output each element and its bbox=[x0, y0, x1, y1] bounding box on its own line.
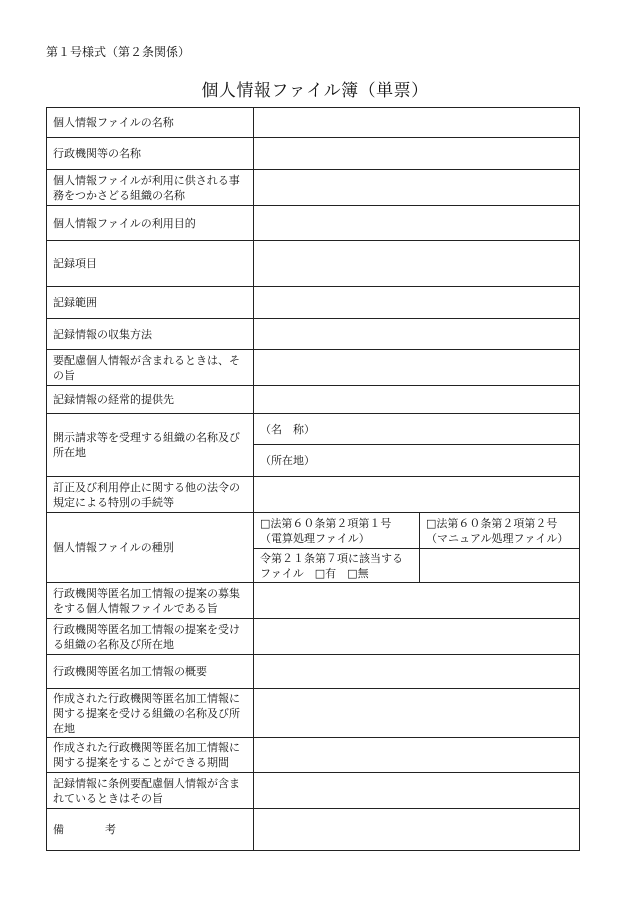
row-label-record-scope: 記録範囲 bbox=[47, 287, 254, 319]
disclosure-location-field[interactable]: （所在地） bbox=[254, 445, 580, 477]
type-option-ordinance-checkbox[interactable]: 令第２１条第７項に該当するファイル □有 □無 bbox=[254, 549, 420, 583]
table-row bbox=[47, 809, 580, 851]
remarks-label-first: 備 bbox=[53, 823, 64, 836]
row-label-special-procedures: 訂正及び利用停止に関する他の法令の規定による特別の手続等 bbox=[47, 477, 254, 513]
table-row bbox=[47, 350, 580, 386]
table-row bbox=[47, 206, 580, 241]
record-scope-field[interactable] bbox=[254, 287, 580, 319]
form-number: 第１号様式（第２条関係） bbox=[46, 45, 191, 59]
anon-proposal-org-field[interactable] bbox=[254, 619, 580, 655]
purpose-field[interactable] bbox=[254, 206, 580, 241]
table-row bbox=[47, 738, 580, 773]
row-label-file-type: 個人情報ファイルの種別 bbox=[47, 513, 254, 583]
anon-proposal-file-field[interactable] bbox=[254, 583, 580, 619]
ordinance-sensitive-field[interactable] bbox=[254, 773, 580, 809]
page-title: 個人情報ファイル簿（単票） bbox=[201, 81, 429, 101]
type-option-manual-checkbox[interactable]: □法第６０条第２項第２号（マニュアル処理ファイル） bbox=[420, 513, 580, 549]
table-row bbox=[47, 513, 580, 549]
collection-method-field[interactable] bbox=[254, 319, 580, 350]
regular-recipient-field[interactable] bbox=[254, 386, 580, 414]
row-label-file-name: 個人情報ファイルの名称 bbox=[47, 108, 254, 138]
table-row bbox=[47, 414, 580, 445]
row-label-anon-proposal-file: 行政機関等匿名加工情報の提案の募集をする個人情報ファイルである旨 bbox=[47, 583, 254, 619]
row-label-remarks bbox=[47, 809, 254, 851]
table-row bbox=[47, 241, 580, 287]
remarks-field[interactable] bbox=[254, 809, 580, 851]
row-label-record-items: 記録項目 bbox=[47, 241, 254, 287]
row-label-ordinance-sensitive: 記録情報に条例要配慮個人情報が含まれているときはその旨 bbox=[47, 773, 254, 809]
row-label-purpose: 個人情報ファイルの利用目的 bbox=[47, 206, 254, 241]
office-name-field[interactable] bbox=[254, 170, 580, 206]
sensitive-info-field[interactable] bbox=[254, 350, 580, 386]
table-row bbox=[47, 138, 580, 170]
row-label-created-anon-org: 作成された行政機関等匿名加工情報に関する提案を受ける組織の名称及び所在地 bbox=[47, 689, 254, 738]
table-row bbox=[47, 386, 580, 414]
table-row bbox=[47, 287, 580, 319]
row-label-collection-method: 記録情報の収集方法 bbox=[47, 319, 254, 350]
table-row bbox=[47, 689, 580, 738]
file-register-table bbox=[46, 107, 580, 851]
table-row bbox=[47, 773, 580, 809]
table-row bbox=[47, 319, 580, 350]
row-label-regular-recipient: 記録情報の経常的提供先 bbox=[47, 386, 254, 414]
special-procedures-field[interactable] bbox=[254, 477, 580, 513]
table-row bbox=[47, 655, 580, 689]
table-row bbox=[47, 170, 580, 206]
remarks-label-second: 考 bbox=[105, 823, 116, 836]
row-label-disclosure-org: 開示請求等を受理する組織の名称及び所在地 bbox=[47, 414, 254, 477]
record-items-field[interactable] bbox=[254, 241, 580, 287]
table-row bbox=[47, 583, 580, 619]
agency-name-field[interactable] bbox=[254, 138, 580, 170]
created-anon-org-field[interactable] bbox=[254, 689, 580, 738]
anon-overview-field[interactable] bbox=[254, 655, 580, 689]
disclosure-name-field[interactable]: （名 称） bbox=[254, 414, 580, 445]
row-label-created-anon-period: 作成された行政機関等匿名加工情報に関する提案をすることができる期間 bbox=[47, 738, 254, 773]
row-label-anon-proposal-org: 行政機関等匿名加工情報の提案を受ける組織の名称及び所在地 bbox=[47, 619, 254, 655]
table-row bbox=[47, 619, 580, 655]
row-label-agency-name: 行政機関等の名称 bbox=[47, 138, 254, 170]
table-row bbox=[47, 477, 580, 513]
type-option-computer-checkbox[interactable]: □法第６０条第２項第１号（電算処理ファイル） bbox=[254, 513, 420, 549]
created-anon-period-field[interactable] bbox=[254, 738, 580, 773]
row-label-sensitive-info: 要配慮個人情報が含まれるときは、その旨 bbox=[47, 350, 254, 386]
file-type-blank-cell bbox=[420, 549, 580, 583]
table-row bbox=[47, 108, 580, 138]
file-name-field[interactable] bbox=[254, 108, 580, 138]
row-label-anon-overview: 行政機関等匿名加工情報の概要 bbox=[47, 655, 254, 689]
row-label-office-name: 個人情報ファイルが利用に供される事務をつかさどる組織の名称 bbox=[47, 170, 254, 206]
